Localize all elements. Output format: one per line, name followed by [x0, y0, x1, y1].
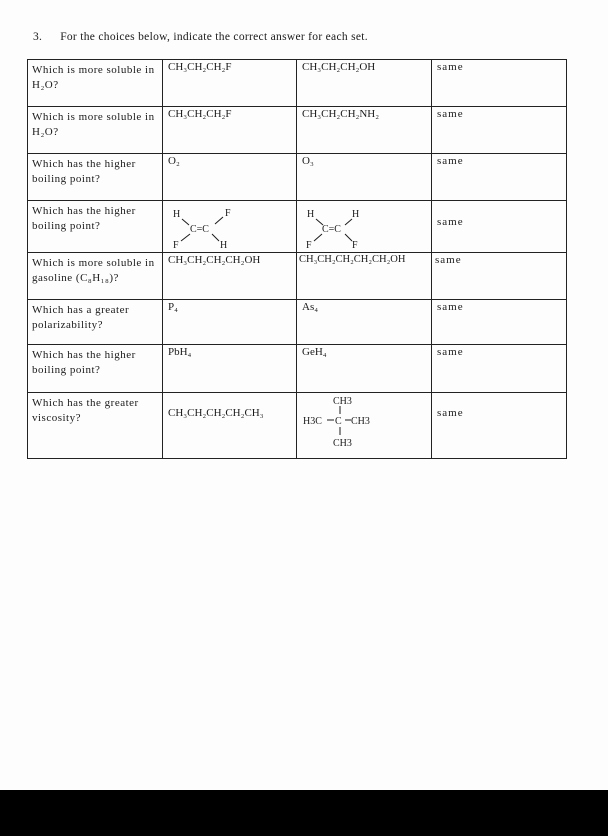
choice-a[interactable]: CH₃CH₂CH₂CH₂CH₃: [168, 407, 264, 419]
choice-a[interactable]: CH₃CH₂CH₂F: [168, 108, 232, 120]
question-text: For the choices below, indicate the correct answer for each set.: [60, 31, 368, 43]
row-prompt: Which is more soluble in H₂O?: [32, 64, 155, 91]
group-right: CH3: [351, 416, 370, 427]
atom-h2: H: [352, 209, 360, 220]
atom-cc: C=C: [322, 224, 341, 235]
choice-same[interactable]: same: [437, 407, 464, 419]
atom-f1: F: [306, 240, 312, 251]
atom-f2: F: [173, 240, 179, 251]
row-prompt: Which has the higher boiling point?: [32, 349, 136, 376]
choice-same[interactable]: same: [437, 108, 464, 120]
choice-same[interactable]: same: [437, 155, 464, 167]
row-prompt: Which has the higher boiling point?: [32, 158, 136, 185]
atom-h1: H: [173, 209, 181, 220]
scan-border: [0, 790, 608, 836]
choice-b[interactable]: As₄: [302, 301, 319, 313]
atom-f2: F: [352, 240, 358, 251]
table-row: [28, 393, 567, 459]
trans-difluoroethene-structure: [163, 201, 297, 251]
choice-same[interactable]: same: [437, 61, 464, 73]
group-top: CH3: [333, 396, 352, 407]
choice-a[interactable]: O₂: [168, 155, 180, 167]
choice-same[interactable]: same: [435, 254, 462, 266]
group-bottom: CH3: [333, 438, 352, 449]
atom-h1: H: [307, 209, 315, 220]
neopentane-structure: [297, 393, 432, 457]
choice-b[interactable]: CH₃CH₂CH₂CH₂CH₂OH: [299, 254, 406, 265]
answer-table: [27, 59, 567, 459]
choice-b[interactable]: CH₃CH₂CH₂NH₂: [302, 108, 380, 120]
choice-a[interactable]: [163, 201, 297, 253]
choice-a[interactable]: CH₃CH₂CH₂CH₂OH: [168, 254, 261, 266]
choice-same[interactable]: same: [437, 301, 464, 313]
choice-b[interactable]: O₃: [302, 155, 314, 167]
row-prompt: Which is more soluble in gasoline (C₈H₁₈)?: [32, 257, 155, 284]
row-prompt: Which has the greater viscosity?: [32, 397, 139, 424]
question-heading: [33, 31, 368, 43]
table-row: [28, 300, 567, 345]
row-prompt: Which has the higher boiling point?: [32, 205, 136, 232]
row-prompt: Which is more soluble in H₂O?: [32, 111, 155, 138]
row-prompt: Which has a greater polarizability?: [32, 304, 130, 331]
choice-b[interactable]: GeH₄: [302, 346, 327, 358]
table-row: [28, 60, 567, 107]
choice-a[interactable]: CH₃CH₂CH₂F: [168, 61, 232, 73]
choice-same[interactable]: same: [437, 346, 464, 358]
table-row: [28, 107, 567, 154]
choice-b[interactable]: CH₃CH₂CH₂OH: [302, 61, 376, 73]
table-row: [28, 345, 567, 393]
atom-center: C: [335, 416, 342, 427]
table-row: [28, 253, 567, 300]
group-left: H3C: [303, 416, 322, 427]
question-number: 3.: [33, 31, 43, 43]
table-row: [28, 154, 567, 201]
choice-same[interactable]: same: [437, 216, 464, 228]
choice-a[interactable]: PbH₄: [168, 346, 192, 358]
choice-b[interactable]: [297, 201, 432, 253]
choice-b[interactable]: [297, 393, 432, 459]
atom-h2: H: [220, 240, 228, 251]
atom-cc: C=C: [190, 224, 209, 235]
atom-f1: F: [225, 208, 231, 219]
table-row: [28, 201, 567, 253]
choice-a[interactable]: P₄: [168, 301, 178, 313]
cis-difluoroethene-structure: [297, 201, 432, 251]
